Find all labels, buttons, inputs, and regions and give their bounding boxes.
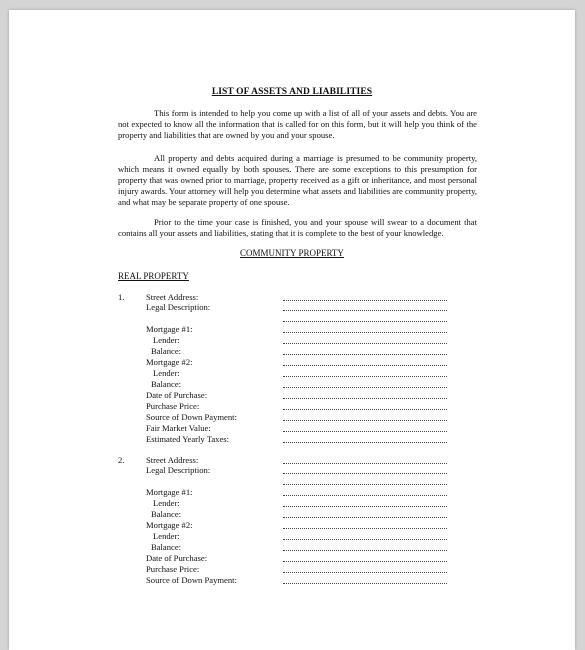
fill-in-line[interactable] xyxy=(283,398,447,399)
field-label: Lender: xyxy=(153,498,180,508)
fill-in-line[interactable] xyxy=(283,321,447,322)
fill-in-line[interactable] xyxy=(283,300,447,301)
field-label: Purchase Price: xyxy=(146,401,200,411)
disclosure-paragraph: Prior to the time your case is finished, you and your spouse will swear to a document that contains all your assets and liabilities, stating that it is complete to the best of your knowledge. xyxy=(118,217,477,238)
fill-in-line[interactable] xyxy=(283,387,447,388)
field-label: Source of Down Payment: xyxy=(146,412,237,422)
fill-in-line[interactable] xyxy=(283,431,447,432)
field-label: Street Address: xyxy=(146,292,199,302)
fill-in-line[interactable] xyxy=(283,365,447,366)
field-label: Mortgage #1: xyxy=(146,324,193,334)
field-label: Balance: xyxy=(151,379,182,389)
fill-in-line[interactable] xyxy=(283,517,447,518)
fill-in-line[interactable] xyxy=(283,463,447,464)
field-label: Balance: xyxy=(151,542,182,552)
fill-in-line[interactable] xyxy=(283,310,447,311)
fill-in-line[interactable] xyxy=(283,442,447,443)
intro-paragraph: This form is intended to help you come up with a list of all of your assets and debts. You are not expected to know all the information that is called for on this form, but it will help you think of the property and liabilities that are owned by you and your spouse. xyxy=(118,108,477,140)
fill-in-line[interactable] xyxy=(283,550,447,551)
fill-in-line[interactable] xyxy=(283,420,447,421)
fill-in-line[interactable] xyxy=(283,572,447,573)
fill-in-line[interactable] xyxy=(283,473,447,474)
field-label: Estimated Yearly Taxes: xyxy=(146,434,230,444)
field-label: Legal Description: xyxy=(146,302,211,312)
field-label: Source of Down Payment: xyxy=(146,575,237,585)
document-title: LIST OF ASSETS AND LIABILITIES xyxy=(211,87,373,97)
entry-number: 1. xyxy=(118,292,125,302)
fill-in-line[interactable] xyxy=(283,495,447,496)
field-label: Date of Purchase: xyxy=(146,390,208,400)
field-label: Mortgage #2: xyxy=(146,520,193,530)
field-label: Legal Description: xyxy=(146,465,211,475)
field-label: Balance: xyxy=(151,346,182,356)
fill-in-line[interactable] xyxy=(283,354,447,355)
field-label: Lender: xyxy=(153,531,180,541)
field-label: Lender: xyxy=(153,335,180,345)
field-label: Mortgage #2: xyxy=(146,357,193,367)
field-label: Street Address: xyxy=(146,455,199,465)
subheading-real-property: REAL PROPERTY xyxy=(118,271,189,281)
community-property-paragraph: All property and debts acquired during a marriage is presumed to be community property, which means it owned equally by both spouses. There are some exceptions to this presumption for property that was owned prior to marriage, property received as a gift or inheritance, and most personal injury awards. Your attorney will help you determine what assets and liabilities are community property, and what may be separate property of one spouse. xyxy=(118,153,477,207)
fill-in-line[interactable] xyxy=(283,332,447,333)
field-label: Balance: xyxy=(151,509,182,519)
field-label: Lender: xyxy=(153,368,180,378)
fill-in-line[interactable] xyxy=(283,561,447,562)
fill-in-line[interactable] xyxy=(283,376,447,377)
fill-in-line[interactable] xyxy=(283,539,447,540)
fill-in-line[interactable] xyxy=(283,506,447,507)
document-page xyxy=(9,10,575,650)
fill-in-line[interactable] xyxy=(283,583,447,584)
fill-in-line[interactable] xyxy=(283,528,447,529)
section-heading: COMMUNITY PROPERTY xyxy=(240,248,344,258)
fill-in-line[interactable] xyxy=(283,343,447,344)
entry-number: 2. xyxy=(118,455,125,465)
field-label: Date of Purchase: xyxy=(146,553,208,563)
field-label: Fair Market Value: xyxy=(146,423,211,433)
field-label: Purchase Price: xyxy=(146,564,200,574)
field-label: Mortgage #1: xyxy=(146,487,193,497)
fill-in-line[interactable] xyxy=(283,409,447,410)
fill-in-line[interactable] xyxy=(283,484,447,485)
